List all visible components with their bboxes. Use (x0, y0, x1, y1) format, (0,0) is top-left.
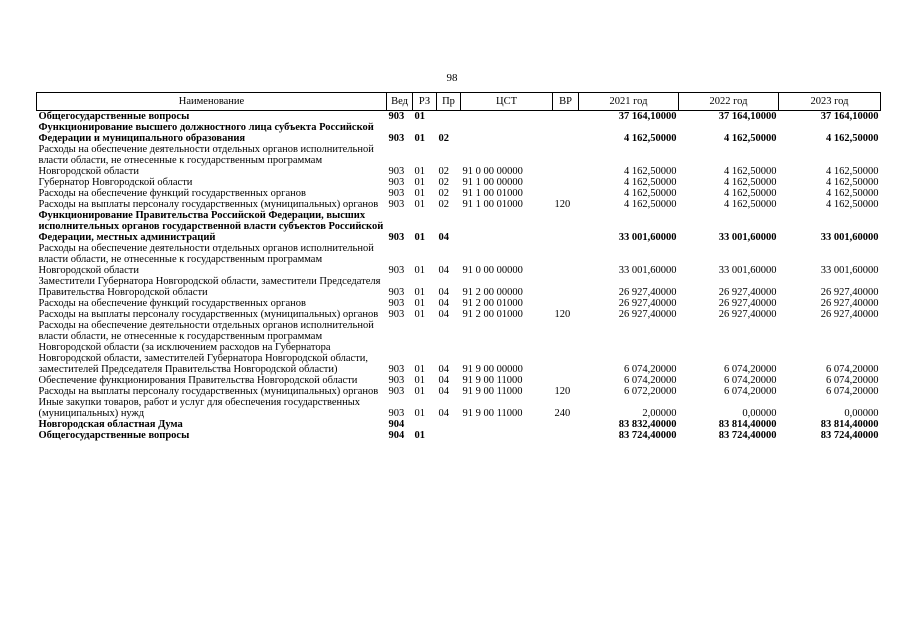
cell-name: Общегосударственные вопросы (38, 111, 190, 122)
table-row (37, 298, 881, 309)
cell-y2021: 6 074,20000 (624, 375, 677, 386)
cell-name: Новгородская областная Дума (38, 419, 183, 430)
cell-y2023: 4 162,50000 (826, 177, 879, 188)
cell-y2022: 33 001,60000 (718, 265, 777, 276)
table-row (37, 309, 881, 320)
cell-ved: 903 (388, 177, 405, 188)
cell-cst (461, 430, 553, 441)
header-ved: Вед (387, 93, 413, 111)
cell-rz (413, 419, 437, 430)
cell-name: Иные закупки товаров, работ и услуг для обеспечения государственных (муниципальных) нужд (38, 397, 361, 419)
cell-y2022: 26 927,40000 (718, 298, 777, 309)
table-row (37, 419, 881, 430)
cell-ved: 904 (388, 419, 405, 430)
cell-y2021: 83 832,40000 (618, 419, 677, 430)
cell-vr: 240 (554, 408, 571, 419)
cell-vr (553, 243, 579, 276)
cell-name: Губернатор Новгородской области (38, 177, 193, 188)
cell-rz: 01 (414, 188, 425, 199)
cell-pr: 04 (438, 309, 449, 320)
cell-y2021: 4 162,50000 (624, 199, 677, 210)
cell-cst: 91 0 00 00000 (462, 166, 523, 177)
cell-rz: 01 (414, 375, 425, 386)
cell-y2023: 0,00000 (844, 408, 879, 419)
header-2022: 2022 год (679, 93, 779, 111)
cell-vr (553, 188, 579, 199)
cell-ved: 903 (388, 375, 405, 386)
cell-name: Функционирование Правительства Российской Федерации, высших исполнительных органов государственной власти субъектов Российской Федерации, местных администраций (38, 210, 384, 243)
cell-rz: 01 (414, 232, 425, 243)
header-2021: 2021 год (579, 93, 679, 111)
cell-name: Заместители Губернатора Новгородской области, заместители Председателя Правительства Новгородской области (38, 276, 381, 298)
cell-ved: 903 (388, 133, 405, 144)
cell-y2023: 37 164,10000 (820, 111, 879, 122)
cell-pr (437, 111, 461, 123)
cell-pr: 02 (438, 166, 449, 177)
cell-y2021: 2,00000 (642, 408, 677, 419)
cell-rz: 01 (414, 199, 425, 210)
cell-y2022: 33 001,60000 (718, 232, 777, 243)
cell-name: Расходы на обеспечение деятельности отдельных органов исполнительной власти области, не отнесенные к государственным программам Новгородской области (за исключением расходов на Губернатора Новгородской области, заместителей Губернатора Новгородской области, заместителей Председателя Правительства Новгородской области) (38, 320, 374, 375)
cell-ved: 903 (388, 386, 405, 397)
table-row (37, 199, 881, 210)
cell-pr (437, 419, 461, 430)
header-rz: РЗ (413, 93, 437, 111)
cell-vr (553, 144, 579, 177)
cell-pr: 02 (438, 177, 449, 188)
table-row (37, 276, 881, 298)
table-row (37, 243, 881, 276)
cell-y2023: 4 162,50000 (826, 133, 879, 144)
cell-y2022: 83 724,40000 (718, 430, 777, 441)
cell-rz: 01 (414, 309, 425, 320)
cell-cst: 91 0 00 00000 (462, 265, 523, 276)
cell-cst: 91 9 00 11000 (462, 408, 523, 419)
header-vr: ВР (553, 93, 579, 111)
cell-cst: 91 9 00 00000 (462, 364, 523, 375)
cell-ved: 903 (388, 298, 405, 309)
cell-cst: 91 9 00 11000 (462, 375, 523, 386)
cell-y2022: 6 074,20000 (724, 386, 777, 397)
table-row (37, 177, 881, 188)
cell-y2022: 4 162,50000 (724, 177, 777, 188)
cell-y2022: 6 074,20000 (724, 375, 777, 386)
cell-cst (461, 111, 553, 123)
cell-ved: 903 (388, 364, 405, 375)
cell-ved: 903 (388, 232, 405, 243)
cell-y2023: 26 927,40000 (820, 309, 879, 320)
cell-pr: 04 (438, 408, 449, 419)
cell-y2022: 37 164,10000 (718, 111, 777, 122)
cell-vr: 120 (554, 199, 571, 210)
cell-pr: 02 (438, 133, 449, 144)
cell-vr (553, 375, 579, 386)
cell-name: Расходы на обеспечение деятельности отдельных органов исполнительной власти области, не отнесенные к государственным программам Новгородской области (38, 144, 374, 177)
cell-y2021: 26 927,40000 (618, 298, 677, 309)
cell-y2022: 0,00000 (742, 408, 777, 419)
cell-ved: 903 (388, 309, 405, 320)
cell-pr: 04 (438, 375, 449, 386)
cell-y2023: 33 001,60000 (820, 232, 879, 243)
cell-vr (553, 430, 579, 441)
cell-y2021: 4 162,50000 (624, 133, 677, 144)
cell-y2023: 6 074,20000 (826, 364, 879, 375)
budget-table (36, 92, 881, 441)
header-cst: ЦСТ (461, 93, 553, 111)
cell-pr: 04 (438, 265, 449, 276)
cell-rz: 01 (414, 177, 425, 188)
cell-y2022: 83 814,40000 (718, 419, 777, 430)
cell-ved: 903 (388, 188, 405, 199)
cell-y2021: 4 162,50000 (624, 166, 677, 177)
cell-y2021: 4 162,50000 (624, 188, 677, 199)
cell-cst (461, 122, 553, 144)
cell-y2021: 6 074,20000 (624, 364, 677, 375)
cell-y2023: 33 001,60000 (820, 265, 879, 276)
cell-pr: 04 (438, 232, 449, 243)
table-row (37, 111, 881, 123)
cell-pr (437, 430, 461, 441)
cell-cst: 91 2 00 01000 (462, 309, 523, 320)
cell-ved: 904 (388, 430, 405, 441)
cell-y2023: 83 724,40000 (820, 430, 879, 441)
cell-name: Расходы на обеспечение функций государственных органов (38, 298, 306, 309)
cell-vr (553, 320, 579, 375)
cell-y2022: 26 927,40000 (718, 287, 777, 298)
header-pr: Пр (437, 93, 461, 111)
cell-cst: 91 1 00 01000 (462, 199, 523, 210)
cell-y2023: 4 162,50000 (826, 199, 879, 210)
cell-pr: 04 (438, 364, 449, 375)
cell-vr (553, 419, 579, 430)
cell-y2022: 4 162,50000 (724, 133, 777, 144)
cell-ved: 903 (388, 166, 405, 177)
cell-rz: 01 (414, 111, 425, 122)
cell-rz: 01 (414, 265, 425, 276)
cell-y2023: 6 074,20000 (826, 375, 879, 386)
cell-name: Расходы на выплаты персоналу государственных (муниципальных) органов (38, 309, 379, 320)
cell-y2023: 83 814,40000 (820, 419, 879, 430)
cell-vr (553, 298, 579, 309)
cell-cst (461, 210, 553, 243)
cell-rz: 01 (414, 287, 425, 298)
cell-name: Расходы на обеспечение деятельности отдельных органов исполнительной власти области, не отнесенные к государственным программам Новгородской области (38, 243, 374, 276)
cell-cst: 91 2 00 00000 (462, 287, 523, 298)
cell-vr: 120 (554, 386, 571, 397)
cell-vr (553, 111, 579, 123)
cell-cst: 91 1 00 00000 (462, 177, 523, 188)
table-header-row (37, 93, 881, 111)
cell-pr: 04 (438, 298, 449, 309)
cell-pr: 04 (438, 386, 449, 397)
cell-rz: 01 (414, 364, 425, 375)
cell-vr (553, 177, 579, 188)
table-row (37, 210, 881, 243)
header-name: Наименование (37, 93, 387, 111)
header-2023: 2023 год (779, 93, 881, 111)
cell-name: Функционирование высшего должностного лица субъекта Российской Федерации и муниципального образования (38, 122, 374, 144)
cell-y2022: 4 162,50000 (724, 199, 777, 210)
cell-y2023: 26 927,40000 (820, 287, 879, 298)
cell-cst (461, 419, 553, 430)
cell-pr: 04 (438, 287, 449, 298)
table-row (37, 144, 881, 177)
cell-y2021: 33 001,60000 (618, 265, 677, 276)
cell-ved: 903 (388, 287, 405, 298)
cell-rz: 01 (414, 133, 425, 144)
cell-rz: 01 (414, 298, 425, 309)
cell-y2023: 4 162,50000 (826, 188, 879, 199)
cell-y2022: 4 162,50000 (724, 166, 777, 177)
table-row (37, 386, 881, 397)
cell-ved: 903 (388, 199, 405, 210)
cell-y2021: 6 072,20000 (624, 386, 677, 397)
cell-cst: 91 1 00 01000 (462, 188, 523, 199)
cell-cst: 91 9 00 11000 (462, 386, 523, 397)
cell-rz: 01 (414, 166, 425, 177)
table-row (37, 375, 881, 386)
cell-y2021: 26 927,40000 (618, 309, 677, 320)
cell-y2022: 6 074,20000 (724, 364, 777, 375)
table-row (37, 320, 881, 375)
cell-y2021: 33 001,60000 (618, 232, 677, 243)
cell-vr (553, 276, 579, 298)
cell-y2022: 4 162,50000 (724, 188, 777, 199)
cell-y2022: 26 927,40000 (718, 309, 777, 320)
table-row (37, 397, 881, 419)
cell-ved: 903 (388, 111, 405, 122)
cell-name: Обеспечение функционирования Правительства Новгородской области (38, 375, 358, 386)
cell-y2021: 26 927,40000 (618, 287, 677, 298)
cell-y2021: 83 724,40000 (618, 430, 677, 441)
cell-name: Расходы на обеспечение функций государственных органов (38, 188, 306, 199)
cell-name: Расходы на выплаты персоналу государственных (муниципальных) органов (38, 199, 379, 210)
cell-pr: 02 (438, 188, 449, 199)
cell-y2023: 26 927,40000 (820, 298, 879, 309)
cell-name: Расходы на выплаты персоналу государственных (муниципальных) органов (38, 386, 379, 397)
cell-y2021: 4 162,50000 (624, 177, 677, 188)
cell-vr: 120 (554, 309, 571, 320)
cell-ved: 903 (388, 408, 405, 419)
table-row (37, 122, 881, 144)
table-row (37, 188, 881, 199)
cell-vr (553, 210, 579, 243)
cell-cst: 91 2 00 01000 (462, 298, 523, 309)
cell-y2023: 4 162,50000 (826, 166, 879, 177)
table-row (37, 430, 881, 441)
page-number: 98 (446, 72, 458, 84)
cell-pr: 02 (438, 199, 449, 210)
cell-vr (553, 122, 579, 144)
cell-name: Общегосударственные вопросы (38, 430, 190, 441)
cell-rz: 01 (414, 408, 425, 419)
cell-rz: 01 (414, 386, 425, 397)
cell-ved: 903 (388, 265, 405, 276)
cell-y2021: 37 164,10000 (618, 111, 677, 122)
cell-rz: 01 (414, 430, 425, 441)
cell-y2023: 6 074,20000 (826, 386, 879, 397)
